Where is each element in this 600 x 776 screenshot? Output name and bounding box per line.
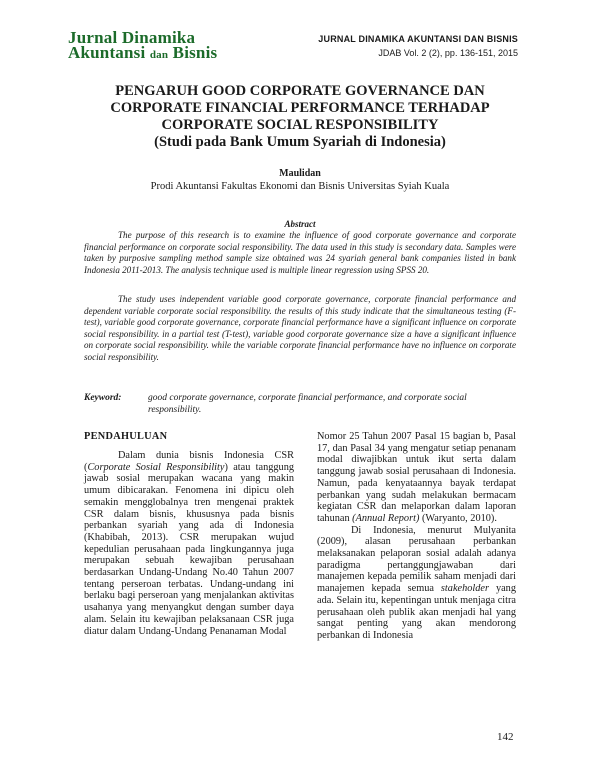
logo-line1: Jurnal Dinamika — [68, 28, 196, 47]
page-number: 142 — [497, 731, 514, 743]
journal-logo — [68, 30, 217, 63]
body-right-column — [317, 431, 516, 642]
abstract-paragraph-1: The purpose of this research is to examine the influence of good corporate governance and corporate financial performance on corporate social responsibility. The data used in this study is secondary data. Samples were taken by purposive sampling method sample size obtained was 24 syariah general bank companies listed in bank Indonesia 2011-2013. The analysis technique used is multiple linear regression using SPSS 20. — [84, 230, 516, 275]
journal-header-info — [318, 34, 518, 58]
journal-name: JURNAL DINAMIKA AKUNTANSI DAN BISNIS — [318, 34, 518, 44]
left-paragraph-1: Dalam dunia bisnis Indonesia CSR (Corporate Sosial Responsibility) atau tanggung jawab sosial merupakan wacana yang makin umum dibicarakan. Fenomena ini dipicu oleh semakin mengglobalnya tren mengenai praktek CSR dalam bisnis, khususnya pada bisnis perbankan syariah yang ada di Indonesia (Khabibah, 2013). CSR merupakan wujud kepedulian perusahaan pada lingkungannya juga merupakan sebuah kewajiban perusahaan berdasarkan Undang-Undang No.40 Tahun 2007 tentang perseroan terbatas. Undang-undang ini berlaku bagi perseroan yang menjalankan aktivitas usahanya yang menyangkut dengan sumber daya alam. Selain itu kewajiban pelaksanaan CSR juga diatur dalam Undang-Undang Penanaman Modal — [84, 450, 294, 637]
right-paragraph-1: Nomor 25 Tahun 2007 Pasal 15 bagian b, Pasal 17, dan Pasal 34 yang mengatur setiap penanam modal diwajibkan untuk ikut serta dalam tanggung jawab sosial perusahaan di Indonesia. Namun, pada kenyataannya bayak terdapat perbankan yang sudah melakukan bermacam kegiatan CSR dan melaporkan dalam laporan tahunan (Annual Report) (Waryanto, 2010). — [317, 431, 516, 524]
author-name: Maulidan — [279, 168, 321, 179]
section-heading: PENDAHULUAN — [84, 431, 168, 442]
keywords-label: Keyword: — [84, 393, 122, 403]
logo-line2: Akuntansi dan Bisnis — [68, 43, 218, 62]
author-affiliation: Prodi Akuntansi Fakultas Ekonomi dan Bisnis Universitas Syiah Kuala — [150, 181, 450, 192]
abstract-heading: Abstract — [284, 219, 316, 229]
abstract-paragraph-2: The study uses independent variable good corporate governance, corporate financial performance and dependent variable corporate social responsibility. the results of this study indicate that the simultaneous testing (F-test), variable good corporate governance, corporate financial performance have a significant influence on corporate social responsibility. in a partial test (T-test), variable good corporate governance size a have a significant influence on corporate social responsibility. while the variable corporate financial performance have no influence on corporate social responsibility. — [84, 294, 516, 362]
journal-volume: JDAB Vol. 2 (2), pp. 136-151, 2015 — [378, 48, 518, 58]
right-paragraph-2: Di Indonesia, menurut Mulyanita (2009), alasan perusahaan perbankan melaksanakan pelaporan sosial adalah adanya paradigma pertanggungjawaban dari manajemen kepada pemilik saham menjadi dari manajemen kepada semua stakeholder yang ada. Selain itu, kepentingan untuk menjaga citra perusahaan oleh publik akan menjadi hal yang sangat penting yang akan mendorong perbankan di Indonesia — [317, 524, 516, 641]
paper-title: PENGARUH GOOD CORPORATE GOVERNANCE DAN CORPORATE FINANCIAL PERFORMANCE TERHADAP CORPORATE SOCIAL RESPONSIBILITY (Studi pada Bank Umum Syariah di Indonesia) — [110, 83, 490, 150]
body-left-column — [84, 450, 294, 637]
keywords-text: good corporate governance, corporate financial performance, and corporate social responsibility. — [148, 393, 467, 415]
